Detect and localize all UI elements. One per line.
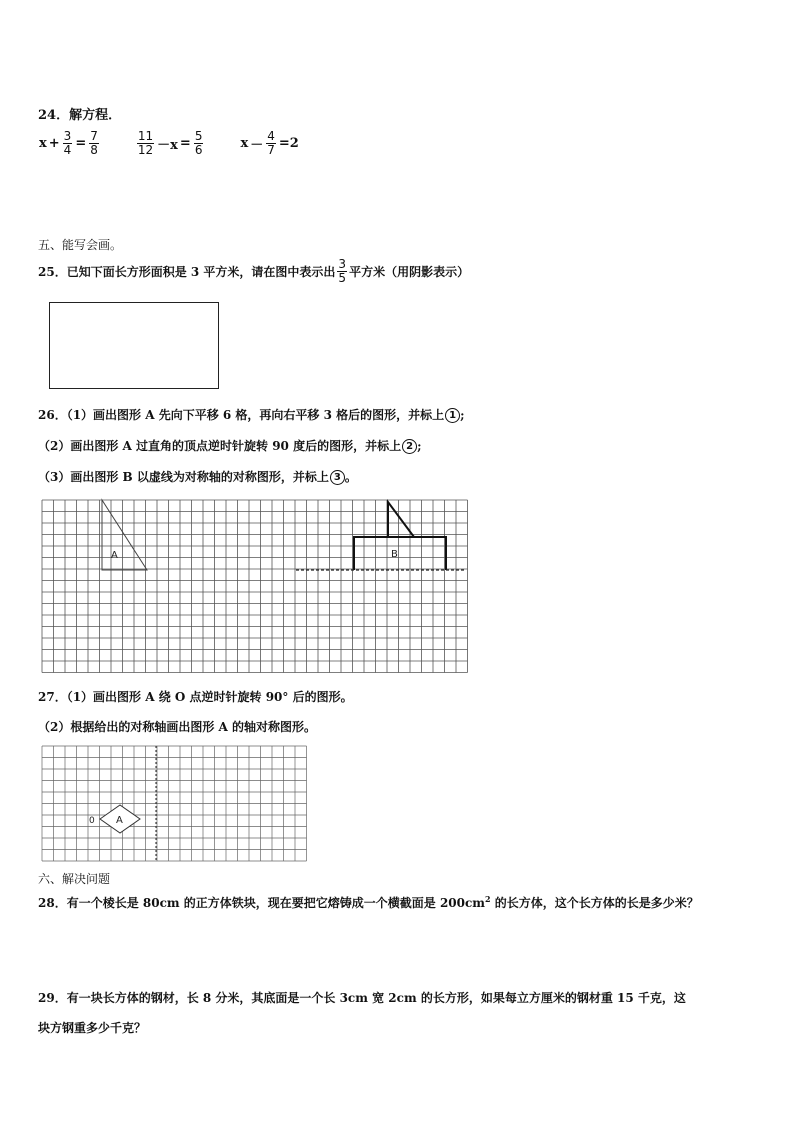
point-o-label: 0 <box>89 816 95 826</box>
q26-line-3: （3）画出图形 B 以虚线为对称轴的对称图形，并标上 3 。 <box>38 470 357 484</box>
q25-rectangle[interactable] <box>49 302 219 389</box>
section-6-heading: 六、解决问题 <box>38 872 111 886</box>
q26-grid-figure[interactable] <box>38 496 468 676</box>
fraction: $\frac{3}{4}$ <box>63 129 72 157</box>
shape-a-label: A <box>111 550 118 561</box>
fraction: $\frac{5}{6}$ <box>194 129 203 157</box>
q27-line-2: （2）根据给出的对称轴画出图形 A 的轴对称图形。 <box>38 720 317 734</box>
q29-line-2: 块方钢重多少千克？ <box>38 1021 147 1035</box>
shape-b <box>354 537 446 570</box>
circled-number-1: 1 <box>445 408 460 423</box>
q26-line-2: （2）画出图形 A 过直角的顶点逆时针旋转 90 度后的图形，并标上 2 ; <box>38 439 422 453</box>
shape-a <box>102 500 147 570</box>
section-5-heading: 五、能写会画。 <box>38 238 123 252</box>
grid <box>42 746 307 861</box>
q29-line-1: 29．有一块长方体的钢材，长 8 分米，其底面是一个长 3cm 宽 2cm 的长方形，如果每立方厘米的钢材重 15 千克，这 <box>38 991 686 1005</box>
circled-number-2: 2 <box>402 439 417 454</box>
fraction: $\frac{4}{7}$ <box>267 129 275 157</box>
q28-text: 28．有一个棱长是 80cm 的正方体铁块，现在要把它熔铸成一个横截面是 $200cm^2$ 的长方体，这个长方体的长是多少米？ <box>38 894 699 910</box>
equation-1: x + $\frac{3}{4}$ = $\frac{7}{8}$ <box>39 129 98 157</box>
q27-grid-figure[interactable] <box>38 744 314 862</box>
q24-label: 24．解方程． <box>38 108 122 123</box>
shape-b-label: B <box>391 549 398 560</box>
grid <box>42 500 468 673</box>
q26-line-1: 26．（1）画出图形 A 先向下平移 6 格，再向右平移 3 格后的图形，并标上 1 ; <box>38 408 465 422</box>
equation-2: $\frac{11}{12}$ －x = $\frac{5}{6}$ <box>137 129 203 157</box>
circled-number-3: 3 <box>330 470 345 485</box>
q25-text: 25．已知下面长方形面积是 3 平方米，请在图中表示出 $\frac{3}{5}$ 平方米（用阴影表示） <box>38 257 470 285</box>
fraction: $\frac{3}{5}$ <box>338 257 347 285</box>
fraction: $\frac{7}{8}$ <box>90 129 98 157</box>
shape-a-label: A <box>116 815 123 826</box>
q24-equations <box>38 130 334 156</box>
q27-line-1: 27．（1）画出图形 A 绕 O 点逆时针旋转 90° 后的图形。 <box>38 690 353 704</box>
equation-3: x － $\frac{4}{7}$ =2 <box>240 129 299 157</box>
fraction: $\frac{11}{12}$ <box>137 129 154 157</box>
